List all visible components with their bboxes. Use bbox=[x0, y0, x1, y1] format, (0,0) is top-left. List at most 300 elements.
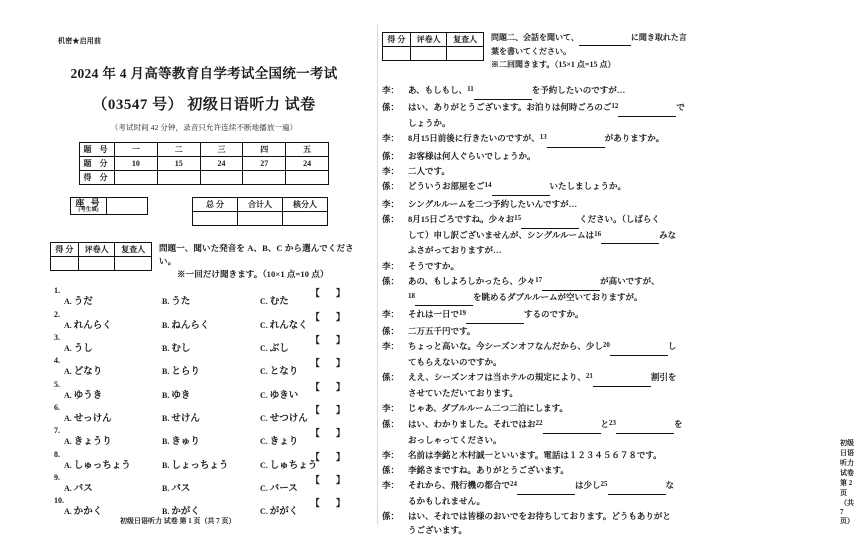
blank-number: 24 bbox=[510, 480, 518, 489]
seat-and-total-row bbox=[50, 197, 358, 226]
question-option-text: うし bbox=[73, 343, 93, 354]
question-option-text: しゅっちょう bbox=[73, 460, 131, 471]
question-option[interactable] bbox=[162, 483, 260, 495]
marker-q2-header-cell: 评卷人 bbox=[410, 33, 447, 47]
dialog-speaker: 李： bbox=[382, 260, 400, 271]
question-option-text: ぶし bbox=[269, 343, 289, 354]
dialog-text: はい、わかりました。それではお bbox=[408, 418, 536, 429]
question-option-letter: C. bbox=[260, 460, 270, 470]
dialog-line bbox=[382, 402, 696, 416]
dialog-text: おっしゃってください。 bbox=[408, 434, 502, 445]
total-score-header-cell: 核分人 bbox=[283, 198, 328, 212]
dialog-continuation bbox=[408, 356, 696, 370]
score-table-row bbox=[80, 171, 329, 185]
question-option-text: ががく bbox=[269, 507, 299, 518]
dialog-text: それから、飛行機の都合で bbox=[408, 480, 511, 491]
question-option[interactable] bbox=[162, 460, 260, 472]
question-option-letter: A. bbox=[64, 320, 74, 330]
question-option-letter: A. bbox=[64, 390, 74, 400]
blank-number: 22 bbox=[535, 418, 543, 427]
dialog-text: 名前は李銘と木村誠一といいます。電話は１２３４５６７８です。 bbox=[408, 449, 662, 460]
dialog-line bbox=[382, 371, 696, 401]
question-item bbox=[50, 450, 358, 472]
question-option-text: となり bbox=[269, 367, 299, 378]
question-option-letter: C. bbox=[260, 484, 270, 493]
dialog-text-body bbox=[408, 180, 696, 196]
marker-q1-header-row bbox=[51, 243, 152, 257]
question-option[interactable] bbox=[162, 296, 260, 308]
question-option[interactable] bbox=[162, 413, 260, 425]
marker-q2-input-cell[interactable] bbox=[410, 47, 447, 61]
question-item bbox=[50, 426, 358, 448]
page-2-footer: 初级日语听力 试卷 第 2 页（共 7 页） bbox=[840, 439, 854, 525]
dialog-text-body bbox=[408, 479, 696, 509]
dialog-text: 8月15日前後に行きたいのですが、 bbox=[408, 133, 540, 144]
question-option[interactable] bbox=[162, 436, 260, 448]
marker-q2-header-cell: 得 分 bbox=[383, 33, 411, 47]
score-table-cell: 二 bbox=[157, 143, 200, 157]
dialog-text: 李銘さまですね。ありがとうございます。 bbox=[408, 465, 569, 476]
score-table-cell: 五 bbox=[286, 143, 329, 157]
dialog-continuation bbox=[408, 117, 696, 131]
question-item-number: 1. bbox=[54, 286, 60, 296]
dialog-speaker: 係： bbox=[382, 326, 400, 337]
question-option-text: せけん bbox=[171, 413, 200, 424]
question-option[interactable] bbox=[64, 343, 162, 355]
question-option-letter: B. bbox=[162, 460, 172, 470]
question-option-text: せつけん bbox=[269, 413, 308, 424]
answer-blank[interactable] bbox=[542, 276, 600, 291]
answer-blank[interactable] bbox=[543, 419, 601, 434]
answer-blank[interactable] bbox=[610, 341, 668, 356]
dialog-text: てもらえないのですか。 bbox=[408, 357, 502, 368]
score-table-cell: 四 bbox=[243, 143, 286, 157]
score-table-row-label: 题 分 bbox=[80, 157, 115, 171]
score-table-cell: 27 bbox=[243, 157, 286, 171]
dialog-speaker: 李： bbox=[382, 166, 400, 176]
exam-title-line-2: （03547 号） 初级日语听力 试卷 bbox=[92, 97, 316, 113]
dialog-line bbox=[382, 275, 696, 307]
question-option[interactable] bbox=[162, 390, 260, 402]
marker-table-question-two bbox=[382, 32, 484, 61]
answer-bracket[interactable]: 【 】 bbox=[310, 288, 352, 299]
answer-blank[interactable] bbox=[593, 372, 651, 387]
answer-blank[interactable] bbox=[521, 214, 579, 229]
question-item-number: 2. bbox=[54, 309, 60, 319]
dialog-continuation bbox=[408, 291, 696, 307]
question-item-number: 4. bbox=[54, 356, 60, 366]
score-table-cell: 24 bbox=[200, 157, 243, 171]
score-table-input-cell[interactable] bbox=[243, 171, 286, 185]
total-score-table bbox=[192, 197, 328, 226]
answer-bracket[interactable]: 【 】 bbox=[310, 358, 352, 369]
score-table-input-cell[interactable] bbox=[157, 171, 200, 185]
question-one-header-block bbox=[50, 242, 358, 280]
question-option[interactable] bbox=[162, 320, 260, 332]
marker-q1-input-cell[interactable] bbox=[78, 257, 115, 271]
answer-blank[interactable] bbox=[616, 419, 674, 434]
dialog-text: うございます。 bbox=[408, 525, 467, 536]
marker-q1-value-row bbox=[51, 257, 152, 271]
dialog-continuation bbox=[408, 434, 696, 448]
question-item bbox=[50, 380, 358, 402]
question-option-text: どなり bbox=[73, 367, 103, 378]
dialog-continuation bbox=[408, 244, 696, 258]
score-table-row-label: 题 号 bbox=[80, 143, 115, 157]
dialog-speaker: 李： bbox=[382, 308, 400, 319]
marker-q1-header-cell: 得 分 bbox=[51, 243, 79, 257]
dialog-text-body bbox=[408, 150, 696, 164]
total-score-header-cell: 合计人 bbox=[238, 198, 283, 212]
answer-blank[interactable] bbox=[415, 292, 473, 307]
blank-number: 20 bbox=[602, 341, 610, 350]
dialog-speaker: 李： bbox=[382, 198, 400, 209]
dialog-text: みな bbox=[659, 229, 677, 240]
question-option-letter: B. bbox=[162, 484, 172, 493]
dialog-speaker: 李： bbox=[382, 403, 400, 414]
question-option[interactable] bbox=[162, 366, 260, 378]
question-option-letter: C. bbox=[260, 437, 270, 447]
question-item-number: 5. bbox=[54, 379, 60, 389]
marker-q2-input-cell[interactable] bbox=[447, 47, 484, 61]
question-option-text: バス bbox=[73, 484, 93, 494]
question-item bbox=[50, 356, 358, 378]
answer-bracket[interactable]: 【 】 bbox=[310, 498, 352, 509]
dialog-line bbox=[382, 479, 696, 509]
marker-q1-header-cell: 评卷人 bbox=[78, 243, 115, 257]
answer-bracket[interactable]: 【 】 bbox=[310, 428, 352, 439]
answer-bracket[interactable]: 【 】 bbox=[310, 475, 352, 485]
dialog-line bbox=[382, 464, 696, 478]
question-one-instruction-line-1: 問題一、聞いた発音を A、B、C から選んでください。 bbox=[159, 243, 354, 266]
dialog-text: な bbox=[665, 480, 675, 491]
score-table-input-cell[interactable] bbox=[200, 171, 243, 185]
answer-blank[interactable] bbox=[466, 309, 524, 324]
answer-bracket[interactable]: 【 】 bbox=[310, 404, 352, 415]
question-option-text: むし bbox=[171, 343, 191, 354]
question-option-letter: C. bbox=[260, 413, 270, 423]
dialog-text: を眺めるダブルルームが空いておりますが。 bbox=[473, 291, 643, 302]
dialog-text: 8月15日ごろですね。少々お bbox=[408, 213, 515, 224]
question-item-number: 8. bbox=[54, 449, 60, 459]
dialog-line bbox=[382, 213, 696, 258]
question-option-text: ねんらく bbox=[171, 320, 210, 331]
question-option-letter: A. bbox=[64, 367, 74, 377]
dialog-text: それは一日で bbox=[408, 308, 460, 319]
question-option-text: ゆうき bbox=[73, 390, 103, 401]
dialog-text-body bbox=[408, 510, 696, 538]
answer-blank[interactable] bbox=[547, 133, 605, 148]
dialog-line bbox=[382, 198, 696, 212]
dialog-text: じゃあ、ダブルルーム二つ二泊にします。 bbox=[408, 403, 568, 414]
dialog-line bbox=[382, 180, 696, 196]
blank-number: 25 bbox=[600, 480, 608, 489]
question-option-text: パス bbox=[171, 484, 191, 494]
question-option-letter: C. bbox=[260, 320, 270, 330]
marker-q2-header-cell: 复查人 bbox=[447, 33, 484, 47]
question-option-text: しょっちょう bbox=[171, 460, 229, 471]
dialog-text: ちょっと高いな。今シーズンオフなんだから、少し bbox=[408, 341, 603, 352]
question-one-item-list bbox=[50, 286, 358, 518]
score-table-row bbox=[80, 143, 329, 157]
question-option[interactable] bbox=[64, 413, 162, 425]
dialog-speaker: 李： bbox=[382, 480, 400, 491]
question-option-letter: A. bbox=[64, 460, 74, 470]
dialog-line bbox=[382, 150, 696, 164]
question-item bbox=[50, 473, 358, 495]
blank-number: 14 bbox=[484, 181, 492, 190]
question-option-text: とらり bbox=[171, 367, 200, 378]
question-option[interactable] bbox=[64, 390, 162, 402]
dialog-text: して）申し訳ございませんが、シングルルームは bbox=[408, 229, 595, 240]
dialog-speaker: 李： bbox=[382, 449, 400, 460]
marker-q2-input-cell[interactable] bbox=[383, 47, 411, 61]
dialog-line bbox=[382, 418, 696, 448]
dialog-text-body bbox=[408, 132, 696, 148]
answer-blank[interactable] bbox=[608, 480, 666, 495]
dialog-text: はい、それでは皆様のおいでをお待ちしております。どうもありがと bbox=[408, 511, 671, 522]
dialog-continuation bbox=[408, 229, 696, 245]
question-two-instruction-line-1 bbox=[491, 32, 687, 46]
dialog-text: あの、もしよろしかったら、少々 bbox=[408, 275, 536, 286]
dialog-text-body bbox=[408, 165, 696, 179]
score-table-cell: 一 bbox=[115, 143, 158, 157]
question-option[interactable] bbox=[64, 320, 162, 332]
question-item-number: 10. bbox=[54, 496, 64, 506]
question-two-instruction-line-2: 葉を書いてください。 bbox=[491, 47, 571, 57]
total-score-header-cell: 总 分 bbox=[193, 198, 238, 212]
score-table-cell: 24 bbox=[286, 157, 329, 171]
dialog-text: で bbox=[676, 102, 685, 113]
marker-q1-input-cell[interactable] bbox=[51, 257, 79, 271]
question-option-letter: C. bbox=[260, 507, 270, 517]
question-option-letter: B. bbox=[162, 367, 172, 377]
dialog-speaker: 係： bbox=[382, 372, 400, 383]
dialog-text-body bbox=[408, 464, 696, 478]
total-score-header-row bbox=[193, 198, 328, 212]
dialog-continuation bbox=[408, 495, 696, 509]
question-option-letter: A. bbox=[64, 297, 74, 307]
dialog-line bbox=[382, 449, 696, 463]
dialog-text-body bbox=[408, 325, 696, 339]
question-one-instruction-line-2: ※一回だけ聞きます。（10×1 点=10 点） bbox=[177, 268, 329, 279]
total-score-input-cell[interactable] bbox=[283, 212, 328, 226]
question-item bbox=[50, 403, 358, 425]
dialog-text-body bbox=[408, 449, 696, 463]
dialog-line bbox=[382, 165, 696, 179]
question-option-text: むた bbox=[269, 297, 289, 308]
marker-q2-header-row bbox=[383, 33, 484, 47]
dialog-speaker: 係： bbox=[382, 275, 400, 286]
dialog-line bbox=[382, 340, 696, 370]
dialog-text: 二人です。 bbox=[408, 166, 450, 176]
dialog-text-body bbox=[408, 101, 696, 131]
dialog-text-body bbox=[408, 213, 696, 258]
dialog-continuation bbox=[408, 387, 696, 401]
score-table-input-cell[interactable] bbox=[286, 171, 329, 185]
seat-number-table bbox=[70, 197, 148, 215]
dialog-text: どういうお部屋をご bbox=[408, 181, 485, 192]
dialog-text: が高いですが、 bbox=[600, 275, 660, 286]
question-option-letter: C. bbox=[260, 390, 270, 400]
marker-table-question-one bbox=[50, 242, 152, 271]
question-two-instruction-line-3: ※二回聞きます。（15×1 点=15 点） bbox=[491, 59, 616, 69]
blank-number: 23 bbox=[609, 418, 617, 427]
exam-title-line-1: 2024 年 4 月高等教育自学考试全国统一考试 bbox=[70, 66, 338, 81]
blank-number: 16 bbox=[594, 229, 602, 238]
question-option-text: うた bbox=[171, 297, 191, 308]
answer-blank[interactable] bbox=[492, 181, 550, 196]
dialog-speaker: 係： bbox=[382, 465, 400, 476]
question-option-text: せっけん bbox=[73, 413, 112, 424]
exam-page-2 bbox=[370, 0, 854, 550]
dialog-line bbox=[382, 84, 696, 100]
marker-q1-header-cell: 复查人 bbox=[115, 243, 152, 257]
question-option-text: れんなく bbox=[269, 320, 308, 331]
answer-bracket[interactable]: 【 】 bbox=[310, 381, 352, 392]
question-option-text: ゆき bbox=[171, 390, 191, 401]
question-option[interactable] bbox=[64, 296, 162, 308]
total-score-input-cell[interactable] bbox=[238, 212, 283, 226]
confidential-mark: 机密★启用前 bbox=[58, 37, 102, 45]
dialog-line bbox=[382, 325, 696, 339]
dialog-speaker: 李： bbox=[382, 133, 400, 144]
dialog-speaker: 係： bbox=[382, 150, 400, 161]
answer-blank[interactable] bbox=[579, 33, 631, 46]
question-option-text: ゆきい bbox=[269, 390, 299, 401]
score-table-row bbox=[80, 157, 329, 171]
question-option-letter: B. bbox=[162, 507, 172, 517]
dialog-speaker: 係： bbox=[382, 418, 400, 429]
dialog-line bbox=[382, 260, 696, 274]
blank-number: 18 bbox=[408, 291, 415, 300]
question-option-text: かかく bbox=[73, 507, 103, 518]
answer-blank[interactable] bbox=[618, 102, 676, 117]
dialog-text-body bbox=[408, 371, 696, 401]
answer-blank[interactable] bbox=[517, 480, 575, 495]
question-item-number: 7. bbox=[54, 426, 60, 436]
question-option[interactable] bbox=[64, 436, 162, 448]
question-option[interactable] bbox=[64, 366, 162, 378]
question-option-text: きょうり bbox=[73, 437, 112, 448]
score-table-cell: 15 bbox=[157, 157, 200, 171]
dialog-text: し bbox=[667, 341, 677, 352]
dialog-text: ええ、シーズンオフは当ホテルの規定により、 bbox=[408, 372, 586, 383]
seat-sublabel-text: (考生填) bbox=[78, 207, 99, 214]
dialog-speaker: 李： bbox=[382, 341, 400, 352]
question-one-instruction bbox=[159, 242, 358, 280]
answer-bracket[interactable]: 【 】 bbox=[310, 334, 352, 345]
question-item-number: 9. bbox=[54, 473, 60, 482]
question-option-letter: A. bbox=[64, 484, 74, 493]
question-item bbox=[50, 310, 358, 332]
dialog-text: 割引を bbox=[650, 372, 677, 383]
dialog-text-body bbox=[408, 308, 696, 324]
question-option-letter: A. bbox=[64, 343, 74, 353]
dialog-text-body bbox=[408, 340, 696, 370]
question-item-number: 3. bbox=[54, 332, 60, 342]
dialog-text: ふさがっておりますが… bbox=[408, 245, 502, 256]
seat-number-input-cell[interactable] bbox=[107, 198, 148, 215]
score-table-cell: 三 bbox=[200, 143, 243, 157]
question-option-letter: B. bbox=[162, 297, 172, 307]
question-option-text: かがく bbox=[171, 507, 200, 518]
score-table-input-cell[interactable] bbox=[115, 171, 158, 185]
dialog-speaker: 李： bbox=[382, 85, 400, 96]
exam-page-1 bbox=[0, 0, 370, 550]
dialog-speaker: 係： bbox=[382, 181, 400, 192]
dialog-text: 二万五千円です。 bbox=[408, 326, 476, 337]
question-option-letter: B. bbox=[162, 413, 172, 423]
question-option-letter: A. bbox=[64, 437, 74, 447]
blank-number: 17 bbox=[535, 275, 543, 284]
blank-number: 11 bbox=[467, 85, 474, 94]
dialog-text-body bbox=[408, 84, 696, 100]
total-score-value-row bbox=[193, 212, 328, 226]
question-two-instruction-text-a: 問題二、会話を聞いて、 bbox=[491, 33, 579, 42]
score-distribution-table bbox=[79, 142, 329, 185]
score-table-row-label: 得 分 bbox=[80, 171, 115, 185]
question-option-text: うだ bbox=[73, 297, 93, 308]
answer-bracket[interactable]: 【 】 bbox=[310, 451, 352, 462]
answer-blank[interactable] bbox=[601, 230, 659, 245]
dialog-text: お客様は何人ぐらいでしょうか。 bbox=[408, 150, 536, 161]
dialog-text: しょうか。 bbox=[408, 118, 451, 129]
dialog-text: るかもしれません。 bbox=[408, 496, 486, 507]
blank-number: 15 bbox=[514, 213, 522, 222]
dialog-text-body bbox=[408, 418, 696, 448]
blank-number: 21 bbox=[585, 372, 593, 381]
dialog-text: は少し bbox=[575, 480, 601, 491]
score-table-cell: 10 bbox=[115, 157, 158, 171]
dialog-text: を予約したいのですが… bbox=[531, 85, 626, 96]
question-option-text: きょり bbox=[269, 437, 299, 448]
dialog-speaker: 係： bbox=[382, 213, 400, 224]
question-option-letter: C. bbox=[260, 367, 270, 377]
question-option[interactable] bbox=[162, 343, 260, 355]
dialog-text: いたしましょうか。 bbox=[549, 181, 627, 192]
marker-q2-value-row bbox=[383, 47, 484, 61]
blank-number: 19 bbox=[459, 308, 467, 317]
question-two-instruction bbox=[491, 32, 687, 71]
seat-label-text: 座 号 bbox=[75, 198, 102, 208]
question-option-text: しゅちょう bbox=[269, 460, 318, 471]
question-option-letter: B. bbox=[162, 343, 172, 353]
dialog-text: はい、ありがとうございます。お泊りは何時ごろのご bbox=[408, 102, 612, 113]
dialog-text: シングルルームを二つ予約したいんですが… bbox=[408, 198, 578, 209]
dialog-text: あ、もしもし、 bbox=[408, 85, 468, 96]
question-option[interactable] bbox=[64, 460, 162, 472]
question-item bbox=[50, 286, 358, 308]
question-option[interactable] bbox=[64, 483, 162, 495]
marker-q1-input-cell[interactable] bbox=[115, 257, 152, 271]
answer-blank[interactable] bbox=[474, 85, 532, 100]
question-option-text: きゅり bbox=[171, 437, 200, 448]
dialog-line bbox=[382, 132, 696, 148]
dialog-speaker: 係： bbox=[382, 511, 400, 522]
total-score-input-cell[interactable] bbox=[193, 212, 238, 226]
dialog-text: がありますか。 bbox=[604, 133, 665, 144]
dialog-speaker: 係： bbox=[382, 102, 400, 113]
answer-bracket[interactable]: 【 】 bbox=[310, 311, 352, 322]
dialog-text: するのですか。 bbox=[524, 308, 584, 319]
dialog-text-body bbox=[408, 275, 696, 307]
question-two-dialog bbox=[382, 84, 696, 538]
dialog-text-body bbox=[408, 402, 696, 416]
question-item-number: 6. bbox=[54, 402, 60, 412]
dialog-line bbox=[382, 510, 696, 538]
dialog-text-body bbox=[408, 198, 696, 212]
